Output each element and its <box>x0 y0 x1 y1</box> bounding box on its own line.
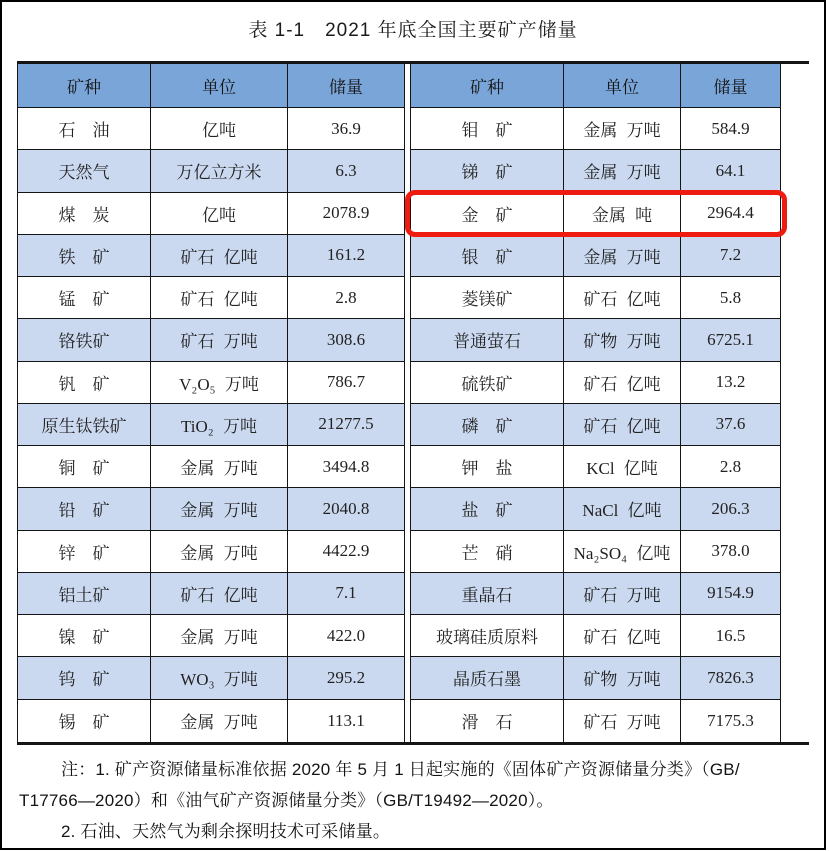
mineral-reserves-table <box>17 61 809 745</box>
table-row <box>411 362 780 404</box>
table-row <box>18 573 404 615</box>
unit-cell: 金属 万吨 <box>150 700 287 742</box>
table-row <box>18 319 404 361</box>
unit-cell: 金属 万吨 <box>563 108 680 149</box>
unit-cell: KCl 亿吨 <box>563 446 680 487</box>
table-row <box>411 404 780 446</box>
reserve-cell: 584.9 <box>680 108 780 149</box>
mineral-cell: 菱镁矿 <box>461 290 513 310</box>
reserve-cell: 6.3 <box>287 150 404 191</box>
unit-cell: WO₃ 万吨 <box>150 657 287 698</box>
unit-cell: Na₂SO₄ 亿吨 <box>563 531 680 572</box>
table-row <box>18 488 404 530</box>
unit-cell: 矿石 亿吨 <box>563 404 680 445</box>
table-row <box>411 193 780 235</box>
unit-cell: 金属 吨 <box>563 193 680 234</box>
table-row <box>411 700 780 742</box>
reserve-cell: 2.8 <box>287 277 404 318</box>
mineral-cell: 锡 矿 <box>58 713 110 733</box>
table-row <box>18 193 404 235</box>
reserve-cell: 2078.9 <box>287 193 404 234</box>
mineral-cell: 锰 矿 <box>58 290 110 310</box>
mineral-cell: 玻璃硅质原料 <box>436 628 538 648</box>
mineral-cell: 普通萤石 <box>453 332 521 352</box>
col-header-mineral: 矿种 <box>67 78 101 97</box>
unit-cell: 亿吨 <box>150 108 287 149</box>
col-header-reserve: 储量 <box>680 64 780 107</box>
reserve-cell: 2040.8 <box>287 488 404 529</box>
unit-cell: NaCl 亿吨 <box>563 488 680 529</box>
unit-cell: 万亿立方米 <box>150 150 287 191</box>
reserve-cell: 21277.5 <box>287 404 404 445</box>
mineral-cell: 钒 矿 <box>58 374 110 394</box>
reserve-cell: 7175.3 <box>680 700 780 742</box>
table-row <box>18 700 404 742</box>
table-row <box>18 531 404 573</box>
reserve-cell: 161.2 <box>287 235 404 276</box>
reserve-cell: 9154.9 <box>680 573 780 614</box>
col-header-unit: 单位 <box>563 64 680 107</box>
table-row <box>411 277 780 319</box>
mineral-cell: 磷 矿 <box>461 416 513 436</box>
mineral-cell: 锑 矿 <box>461 163 513 183</box>
unit-cell: 矿石 亿吨 <box>150 235 287 276</box>
unit-cell: 金属 万吨 <box>150 446 287 487</box>
mineral-cell: 铜 矿 <box>58 459 110 479</box>
table-row <box>18 277 404 319</box>
mineral-cell: 铅 矿 <box>58 501 110 521</box>
unit-cell: 矿物 万吨 <box>563 657 680 698</box>
reserve-cell: 206.3 <box>680 488 780 529</box>
header-row <box>18 64 404 108</box>
table-row <box>411 531 780 573</box>
table-row <box>18 657 404 699</box>
reserve-cell: 378.0 <box>680 531 780 572</box>
unit-cell: 矿物 万吨 <box>563 319 680 360</box>
mineral-cell: 天然气 <box>58 163 110 183</box>
mineral-cell: 煤 炭 <box>58 205 110 225</box>
table-row <box>411 319 780 361</box>
unit-cell: 矿石 万吨 <box>563 573 680 614</box>
mineral-cell: 钾 盐 <box>461 459 513 479</box>
unit-cell: 矿石 亿吨 <box>563 615 680 656</box>
reserve-cell: 5.8 <box>680 277 780 318</box>
table-row <box>411 150 780 192</box>
mineral-cell: 钼 矿 <box>461 121 513 141</box>
reserve-cell: 6725.1 <box>680 319 780 360</box>
table-row <box>18 235 404 277</box>
unit-cell: 金属 万吨 <box>563 150 680 191</box>
reserve-cell: 3494.8 <box>287 446 404 487</box>
unit-cell: TiO₂ 万吨 <box>150 404 287 445</box>
note-line-1: 注：1. 矿产资源储量标准依据 2020 年 5 月 1 日起实施的《固体矿产资源储量分类》（GB/ <box>61 759 740 779</box>
table-row <box>18 446 404 488</box>
table-row <box>18 150 404 192</box>
mineral-cell: 晶质石墨 <box>453 670 521 690</box>
table-row <box>411 488 780 530</box>
mineral-cell: 硫铁矿 <box>461 374 513 394</box>
unit-cell: 金属 万吨 <box>150 531 287 572</box>
mineral-cell: 重晶石 <box>461 585 513 605</box>
mineral-cell: 滑 石 <box>461 713 513 733</box>
unit-cell: 矿石 万吨 <box>150 319 287 360</box>
table-row <box>411 235 780 277</box>
unit-cell: 金属 万吨 <box>150 488 287 529</box>
reserve-cell: 2.8 <box>680 446 780 487</box>
mineral-cell: 盐 矿 <box>461 501 513 521</box>
mineral-cell: 银 矿 <box>461 247 513 267</box>
table-row <box>411 657 780 699</box>
reserve-cell: 7.2 <box>680 235 780 276</box>
table-notes <box>19 754 808 847</box>
col-header-unit: 单位 <box>150 64 287 107</box>
reserve-cell: 64.1 <box>680 150 780 191</box>
unit-cell: 矿石 万吨 <box>563 700 680 742</box>
mineral-cell: 铬铁矿 <box>58 332 110 352</box>
reserve-cell: 113.1 <box>287 700 404 742</box>
left-table-body <box>18 108 404 742</box>
unit-cell: 矿石 亿吨 <box>563 277 680 318</box>
reserve-cell: 786.7 <box>287 362 404 403</box>
reserve-cell: 7.1 <box>287 573 404 614</box>
mineral-cell: 铝土矿 <box>58 585 110 605</box>
table-row <box>18 615 404 657</box>
mineral-cell: 原生钛铁矿 <box>41 416 127 436</box>
table-row <box>411 615 780 657</box>
reserve-cell: 295.2 <box>287 657 404 698</box>
unit-cell: 金属 万吨 <box>150 615 287 656</box>
unit-cell: 矿石 亿吨 <box>150 277 287 318</box>
mineral-cell: 锌 矿 <box>58 543 110 563</box>
unit-cell: V₂O₅ 万吨 <box>150 362 287 403</box>
reserve-cell: 13.2 <box>680 362 780 403</box>
mineral-cell: 铁 矿 <box>58 247 110 267</box>
mineral-cell: 金 矿 <box>461 205 513 225</box>
unit-cell: 矿石 亿吨 <box>150 573 287 614</box>
reserve-cell: 7826.3 <box>680 657 780 698</box>
page-title: 表 1-1 2021 年底全国主要矿产储量 <box>248 20 578 41</box>
reserve-cell: 422.0 <box>287 615 404 656</box>
unit-cell: 金属 万吨 <box>563 235 680 276</box>
col-header-reserve: 储量 <box>287 64 404 107</box>
unit-cell: 亿吨 <box>150 193 287 234</box>
note-line-2: T17766—2020）和《油气矿产资源储量分类》（GB/T19492—2020）。 <box>19 790 554 810</box>
table-row <box>411 108 780 150</box>
table-row <box>411 446 780 488</box>
table-row <box>18 362 404 404</box>
reserve-cell: 37.6 <box>680 404 780 445</box>
table-row <box>18 404 404 446</box>
header-row <box>411 64 780 108</box>
reserve-cell: 4422.9 <box>287 531 404 572</box>
reserve-cell: 2964.4 <box>680 193 780 234</box>
table-row <box>18 108 404 150</box>
left-table <box>17 64 405 742</box>
col-header-mineral: 矿种 <box>470 78 504 97</box>
right-table <box>410 64 781 742</box>
mineral-cell: 钨 矿 <box>58 670 110 690</box>
reserve-cell: 308.6 <box>287 319 404 360</box>
right-table-body <box>411 108 780 742</box>
mineral-cell: 芒 硝 <box>461 543 513 563</box>
unit-cell: 矿石 亿吨 <box>563 362 680 403</box>
table-row <box>411 573 780 615</box>
reserve-cell: 16.5 <box>680 615 780 656</box>
reserve-cell: 36.9 <box>287 108 404 149</box>
mineral-cell: 镍 矿 <box>58 628 110 648</box>
note-line-3: 2. 石油、天然气为剩余探明技术可采储量。 <box>61 821 391 841</box>
mineral-cell: 石 油 <box>58 121 110 141</box>
